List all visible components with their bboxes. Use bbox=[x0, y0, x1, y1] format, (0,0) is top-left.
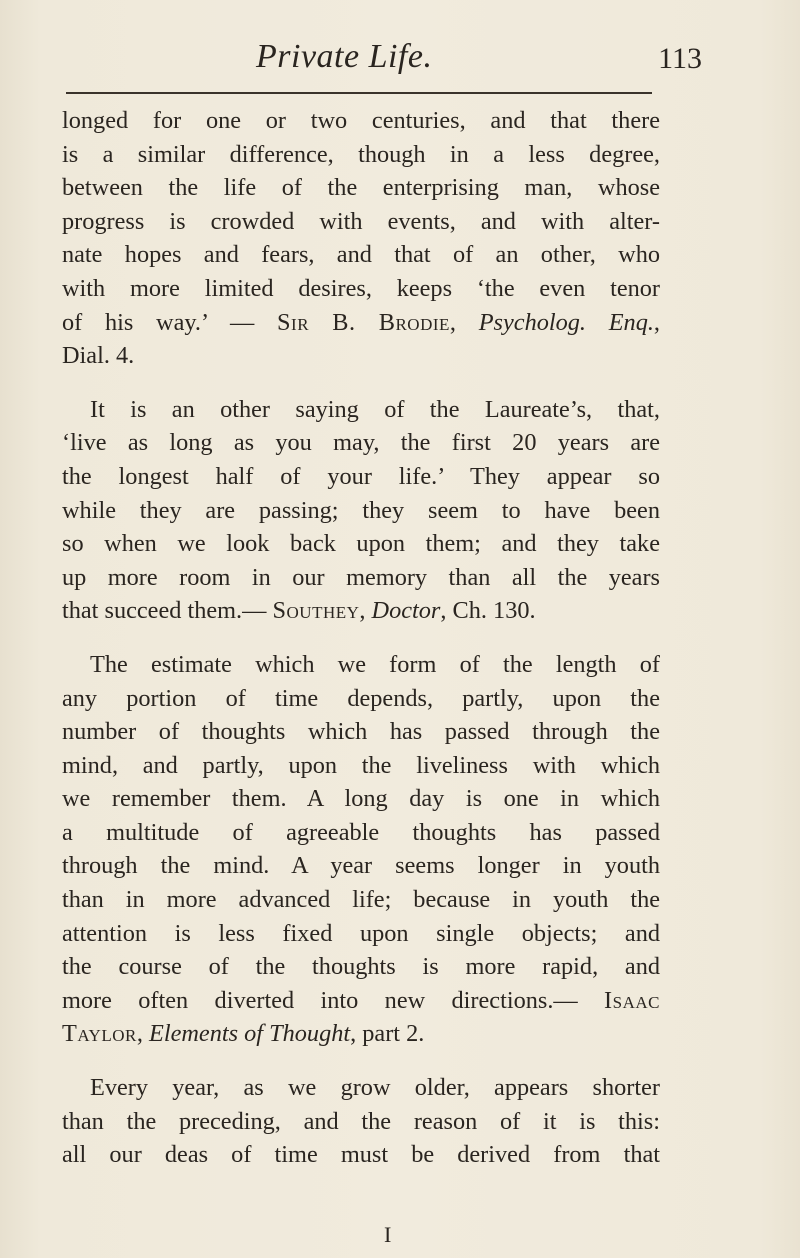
text-line: any portion of time depends, partly, upon the bbox=[62, 684, 660, 712]
text-line: attention is less fixed upon single objects; and bbox=[62, 919, 660, 947]
paragraph-taylor bbox=[62, 648, 660, 1051]
citation-line bbox=[62, 984, 660, 1018]
text-line: It is an other saying of the Laureate’s, that, bbox=[90, 395, 660, 423]
text-line: between the life of the enterprising man, whose bbox=[62, 174, 660, 202]
text-line: all our deas of time must be derived from that bbox=[62, 1141, 660, 1169]
text-line: so when we look back upon them; and they take bbox=[62, 530, 660, 558]
text-line: mind, and partly, upon the liveliness with which bbox=[62, 751, 660, 779]
paragraph-every-year bbox=[62, 1071, 660, 1172]
text-fragment: that succeed them.— bbox=[62, 597, 273, 625]
text-line: ‘live as long as you may, the first 20 years are bbox=[62, 429, 660, 457]
text-line: with more limited desires, keeps ‘the even tenor bbox=[62, 274, 660, 302]
text-line: while they are passing; they seem to have been bbox=[62, 496, 660, 524]
citation-work: Psycholog. Enq. bbox=[478, 308, 654, 336]
text-line: longed for one or two centuries, and that there bbox=[62, 107, 660, 134]
text-line: The estimate which we form of the length of bbox=[90, 650, 660, 678]
citation-line bbox=[62, 594, 660, 628]
signature-mark: I bbox=[384, 1222, 392, 1247]
paragraph-brodie bbox=[62, 104, 660, 373]
citation-line bbox=[62, 306, 660, 340]
page-number: 113 bbox=[658, 42, 702, 75]
text-fragment: , bbox=[449, 308, 479, 336]
paragraph-southey bbox=[62, 393, 660, 628]
text-fragment: , Ch. 130. bbox=[440, 597, 536, 625]
text-fragment: of his way.’ — bbox=[62, 308, 278, 336]
citation-work: Elements of Thought bbox=[149, 1020, 351, 1048]
text-line: Every year, as we grow older, appears shorter bbox=[90, 1074, 660, 1102]
text-fragment: , bbox=[136, 1020, 149, 1048]
citation-line bbox=[62, 1017, 660, 1051]
text-line: through the mind. A year seems longer in youth bbox=[62, 852, 660, 880]
page-header bbox=[62, 38, 702, 88]
header-rule bbox=[66, 92, 652, 94]
text-line: than in more advanced life; because in youth the bbox=[62, 886, 660, 914]
text-line: Dial. 4. bbox=[62, 342, 135, 370]
text-line: number of thoughts which has passed through the bbox=[62, 718, 660, 746]
text-fragment: , bbox=[653, 308, 660, 336]
text-line: a multitude of agreeable thoughts has passed bbox=[62, 818, 660, 846]
text-line: the longest half of your life.’ They appear so bbox=[62, 462, 660, 490]
text-line: nate hopes and fears, and that of an other, who bbox=[62, 241, 660, 269]
text-fragment: , bbox=[359, 597, 372, 625]
text-line: is a similar difference, though in a less degree, bbox=[62, 140, 660, 168]
citation-author: Southey bbox=[272, 597, 360, 625]
citation-author: Taylor bbox=[62, 1020, 137, 1048]
citation-author: Sir B. Brodie bbox=[277, 308, 450, 336]
text-line: than the preceding, and the reason of it is this: bbox=[62, 1107, 660, 1135]
text-line: we remember them. A long day is one in which bbox=[62, 785, 660, 813]
citation-author: Isaac bbox=[604, 986, 660, 1014]
text-fragment: more often diverted into new directions.— bbox=[62, 986, 605, 1014]
text-line: up more room in our memory than all the years bbox=[62, 563, 660, 591]
text-fragment: , part 2. bbox=[350, 1020, 425, 1048]
body-text bbox=[62, 104, 660, 1192]
citation-work: Doctor bbox=[371, 597, 441, 625]
running-head: Private Life. bbox=[256, 38, 433, 75]
text-line: progress is crowded with events, and with alter- bbox=[62, 207, 660, 235]
text-line: the course of the thoughts is more rapid, and bbox=[62, 953, 660, 981]
